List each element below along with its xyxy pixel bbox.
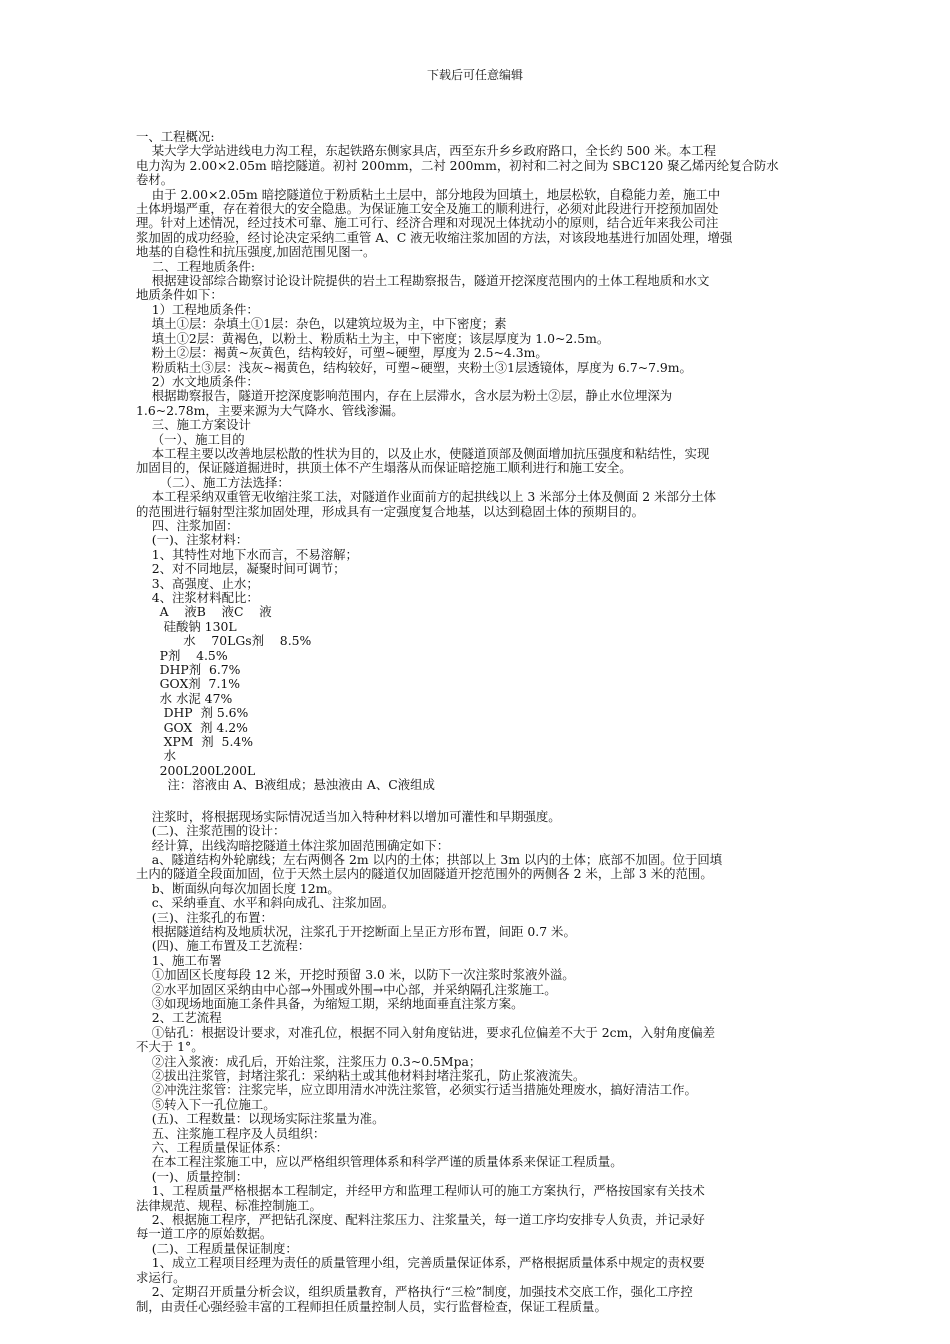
text-line: 在本工程注浆施工中，应以严格组织管理体系和科学严谨的质量体系来保证工程质量。	[136, 1154, 623, 1170]
text-line: (二)、工程质量保证制度：	[136, 1240, 298, 1256]
text-line: (二)、注浆范围的设计：	[136, 823, 286, 839]
text-line: 土体坍塌严重，存在着很大的安全隐患。为保证施工安全及施工的顺利进行，必须对此段进行开挖预加固处	[136, 201, 719, 217]
text-line: 六、工程质量保证体系：	[136, 1140, 289, 1156]
text-line: 制，由责任心强经验丰富的工程师担任质量控制人员，实行监督检查，保证工程质量。	[136, 1298, 607, 1314]
text-line: 1）工程地质条件：	[136, 301, 259, 317]
text-line: b、断面纵向每次加固长度 12m。	[136, 880, 340, 896]
text-line: 4、注浆材料配比：	[136, 590, 259, 605]
text-line: 不大于 1°。	[136, 1039, 204, 1055]
text-line: 水 70LGs剂 8.5%	[136, 633, 312, 649]
text-line: 1、施工布署	[136, 952, 222, 968]
text-line: (一)、注浆材料：	[136, 532, 249, 548]
text-line: GOX剂 7.1%	[136, 676, 241, 692]
text-line: 水	[136, 748, 176, 764]
text-line: 1、成立工程项目经理为责任的质量管理小组，完善质量保证体系，严格根据质量体系中规定的责权要	[136, 1255, 705, 1271]
text-line: 地质条件如下：	[136, 287, 223, 303]
text-line: （二）、施工方法选择：	[136, 474, 290, 490]
text-line: 2、工艺流程	[136, 1010, 222, 1026]
text-line: ②冲洗注浆管：注浆完毕，应立即用清水冲洗注浆管，必须实行适当措施处理废水，搞好清洁工作。	[136, 1082, 697, 1098]
text-line: 的范围进行辐射型注浆加固处理，形成具有一定强度复合地基，以达到稳固土体的预期目的。	[136, 503, 645, 519]
text-line: 卷材。	[136, 172, 174, 188]
text-line: 根据勘察报告，隧道开挖深度影响范围内，存在上层滞水，含水层为粉土②层，静止水位埋深为	[136, 388, 673, 404]
text-line: 由于 2.00×2.05m 暗挖隧道位于粉质粘土土层中，部分地段为回填土，地层松软，自稳能力差，施工中	[136, 186, 721, 202]
text-line: 经计算，出线沟暗挖隧道土体注浆加固范围确定如下：	[136, 837, 450, 853]
text-line: 1.6~2.78m，主要来源为大气降水、管线渗漏。	[136, 402, 404, 418]
text-line: 一、工程概况:	[136, 129, 215, 144]
text-line: ①钻孔：根据设计要求，对准孔位，根据不同入射角度钻进，要求孔位偏差不大于 2cm，入射角度偏差	[136, 1024, 716, 1040]
text-line: 某大学大学站进线电力沟工程，东起铁路东侧家具店，西至东升乡乡政府路口，全长约 500 米。本工程	[136, 143, 717, 159]
document-body	[136, 130, 816, 1314]
text-line: 硅酸钠 130L	[136, 618, 237, 634]
text-line: ①加固区长度每段 12 米，开挖时预留 3.0 米，以防下一次注浆时浆液外溢。	[136, 967, 575, 983]
text-line: 求运行。	[136, 1269, 186, 1285]
text-line: (一)、质量控制：	[136, 1168, 249, 1184]
text-line: 粉质粘土③层：浅灰~褐黄色，结构较好，可塑~硬塑，夹粉土③1层透镜体，厚度为 6.7~7.9m。	[136, 359, 692, 375]
text-line: XPM 剂 5.4%	[136, 734, 254, 750]
text-line: c、采纳垂直、水平和斜向成孔、注浆加固。	[136, 895, 395, 911]
text-line: 2、根据施工程序，严把钻孔深度、配料注浆压力、注浆量关，每一道工序均安排专人负责，并记录好	[136, 1212, 705, 1228]
text-line: 四、注浆加固：	[136, 517, 239, 533]
text-line: 法律规范、规程、标准控制施工。	[136, 1197, 322, 1213]
text-line: 2、定期召开质量分析会议，组织质量教育，严格执行“三检”制度，加强技术交底工作，强化工序控	[136, 1284, 693, 1300]
text-line: (三)、注浆孔的布置：	[136, 909, 273, 925]
text-line: 200L200L200L	[136, 762, 256, 778]
text-line: 注浆时，将根据现场实际情况适当加入特种材料以增加可灌性和早期强度。	[136, 808, 561, 824]
text-line: （一）、施工目的	[136, 431, 245, 447]
text-line: ②拔出注浆管，封堵注浆孔：采纳粘土或其他材料封堵注浆孔，防止浆液流失。	[136, 1068, 586, 1083]
text-line: 加固目的，保证隧道掘进时，拱顶土体不产生塌落从而保证暗挖施工顺利进行和施工安全。	[136, 460, 632, 476]
text-line: ⑤转入下一孔位施工。	[136, 1096, 276, 1112]
text-line: 填土①2层：黄褐色，以粉土、粉质粘土为主，中下密度；该层厚度为 1.0~2.5m。	[136, 330, 610, 346]
text-line: 本工程采纳双重管无收缩注浆工法，对隧道作业面前方的起拱线以上 3 米部分土体及侧面 2 米部分土体	[136, 489, 717, 505]
text-line: 2、对不同地层，凝聚时间可调节；	[136, 561, 346, 577]
text-line: 电力沟为 2.00×2.05m 暗挖隧道。初衬 200mm，二衬 200mm，初衬和二衬之间为 SBC120 聚乙烯丙纶复合防水	[136, 157, 779, 173]
text-line: 1、其特性对地下水而言，不易溶解；	[136, 546, 358, 562]
text-line: 理。针对上述情况，经过技术可靠、施工可行、经济合理和对现况土体扰动小的原则，结合近年来我公司注	[136, 215, 719, 231]
text-line: 每一道工序的原始数据。	[136, 1226, 273, 1242]
text-line: P剂 4.5%	[136, 647, 228, 663]
text-line: A 液B 液C 液	[136, 604, 272, 620]
text-line: 1、工程质量严格根据本工程制定，并经甲方和监理工程师认可的施工方案执行，严格按国家有关技术	[136, 1183, 705, 1199]
text-line: 3、高强度、止水；	[136, 575, 259, 591]
page-header: 下载后可任意编辑	[426, 68, 523, 82]
text-line: 注：溶液由 A、B液组成；悬浊液由 A、C液组成	[136, 777, 435, 793]
text-line: ②注入浆液：成孔后，开始注浆，注浆压力 0.3~0.5Mpa；	[136, 1053, 482, 1069]
text-line: DHP剂 6.7%	[136, 662, 241, 678]
text-line: 水 水泥 47%	[136, 690, 233, 706]
text-line: DHP 剂 5.6%	[136, 705, 249, 721]
text-line: 浆加固的成功经验，经讨论决定采纳二重管 A、C 液无收缩注浆加固的方法，对该段地基进行加固处理，增强	[136, 229, 733, 245]
text-line: 根据隧道结构及地质状况，注浆孔于开挖断面上呈正方形布置，间距 0.7 米。	[136, 923, 576, 939]
text-line: 五、注浆施工程序及人员组织：	[136, 1125, 326, 1141]
text-line: 2）水文地质条件：	[136, 373, 259, 389]
text-line: a、隧道结构外轮廓线；左右两侧各 2m 以内的土体；拱部以上 3m 以内的土体；底部不加固。位于回填	[136, 851, 723, 867]
text-line: ②水平加固区采纳由中心部→外围或外围→中心部，并采纳隔孔注浆施工。	[136, 981, 557, 997]
text-line: 根据建设部综合勘察讨论设计院提供的岩土工程勘察报告，隧道开挖深度范围内的土体工程地质和水文	[136, 273, 710, 289]
text-line: ③如现场地面施工条件具备，为缩短工期，采纳地面垂直注浆方案。	[136, 995, 524, 1011]
text-line: 三、施工方案设计	[136, 417, 251, 433]
text-line: 二、工程地质条件:	[136, 258, 256, 274]
text-line: 填土①层：杂填土①1层：杂色，以建筑垃圾为主，中下密度；素	[136, 316, 507, 332]
text-line: 土内的隧道全段面加固，位于天然土层内的隧道仅加固隧道开挖范围外的两侧各 2 米，上部 3 米的范围。	[136, 866, 713, 882]
text-line: 粉土②层：褐黄~灰黄色，结构较好，可塑~硬塑，厚度为 2.5~4.3m。	[136, 345, 548, 361]
text-line: (四)、施工布置及工艺流程：	[136, 938, 311, 954]
text-line: 地基的自稳性和抗压强度,加固范围见图一。	[136, 244, 376, 260]
text-line	[136, 793, 816, 810]
text-line: (五)、工程数量：以现场实际注浆量为准。	[136, 1111, 385, 1127]
text-line: 本工程主要以改善地层松散的性状为目的，以及止水，使隧道顶部及侧面增加抗压强度和粘结性，实现	[136, 445, 710, 461]
text-line: GOX 剂 4.2%	[136, 719, 248, 735]
